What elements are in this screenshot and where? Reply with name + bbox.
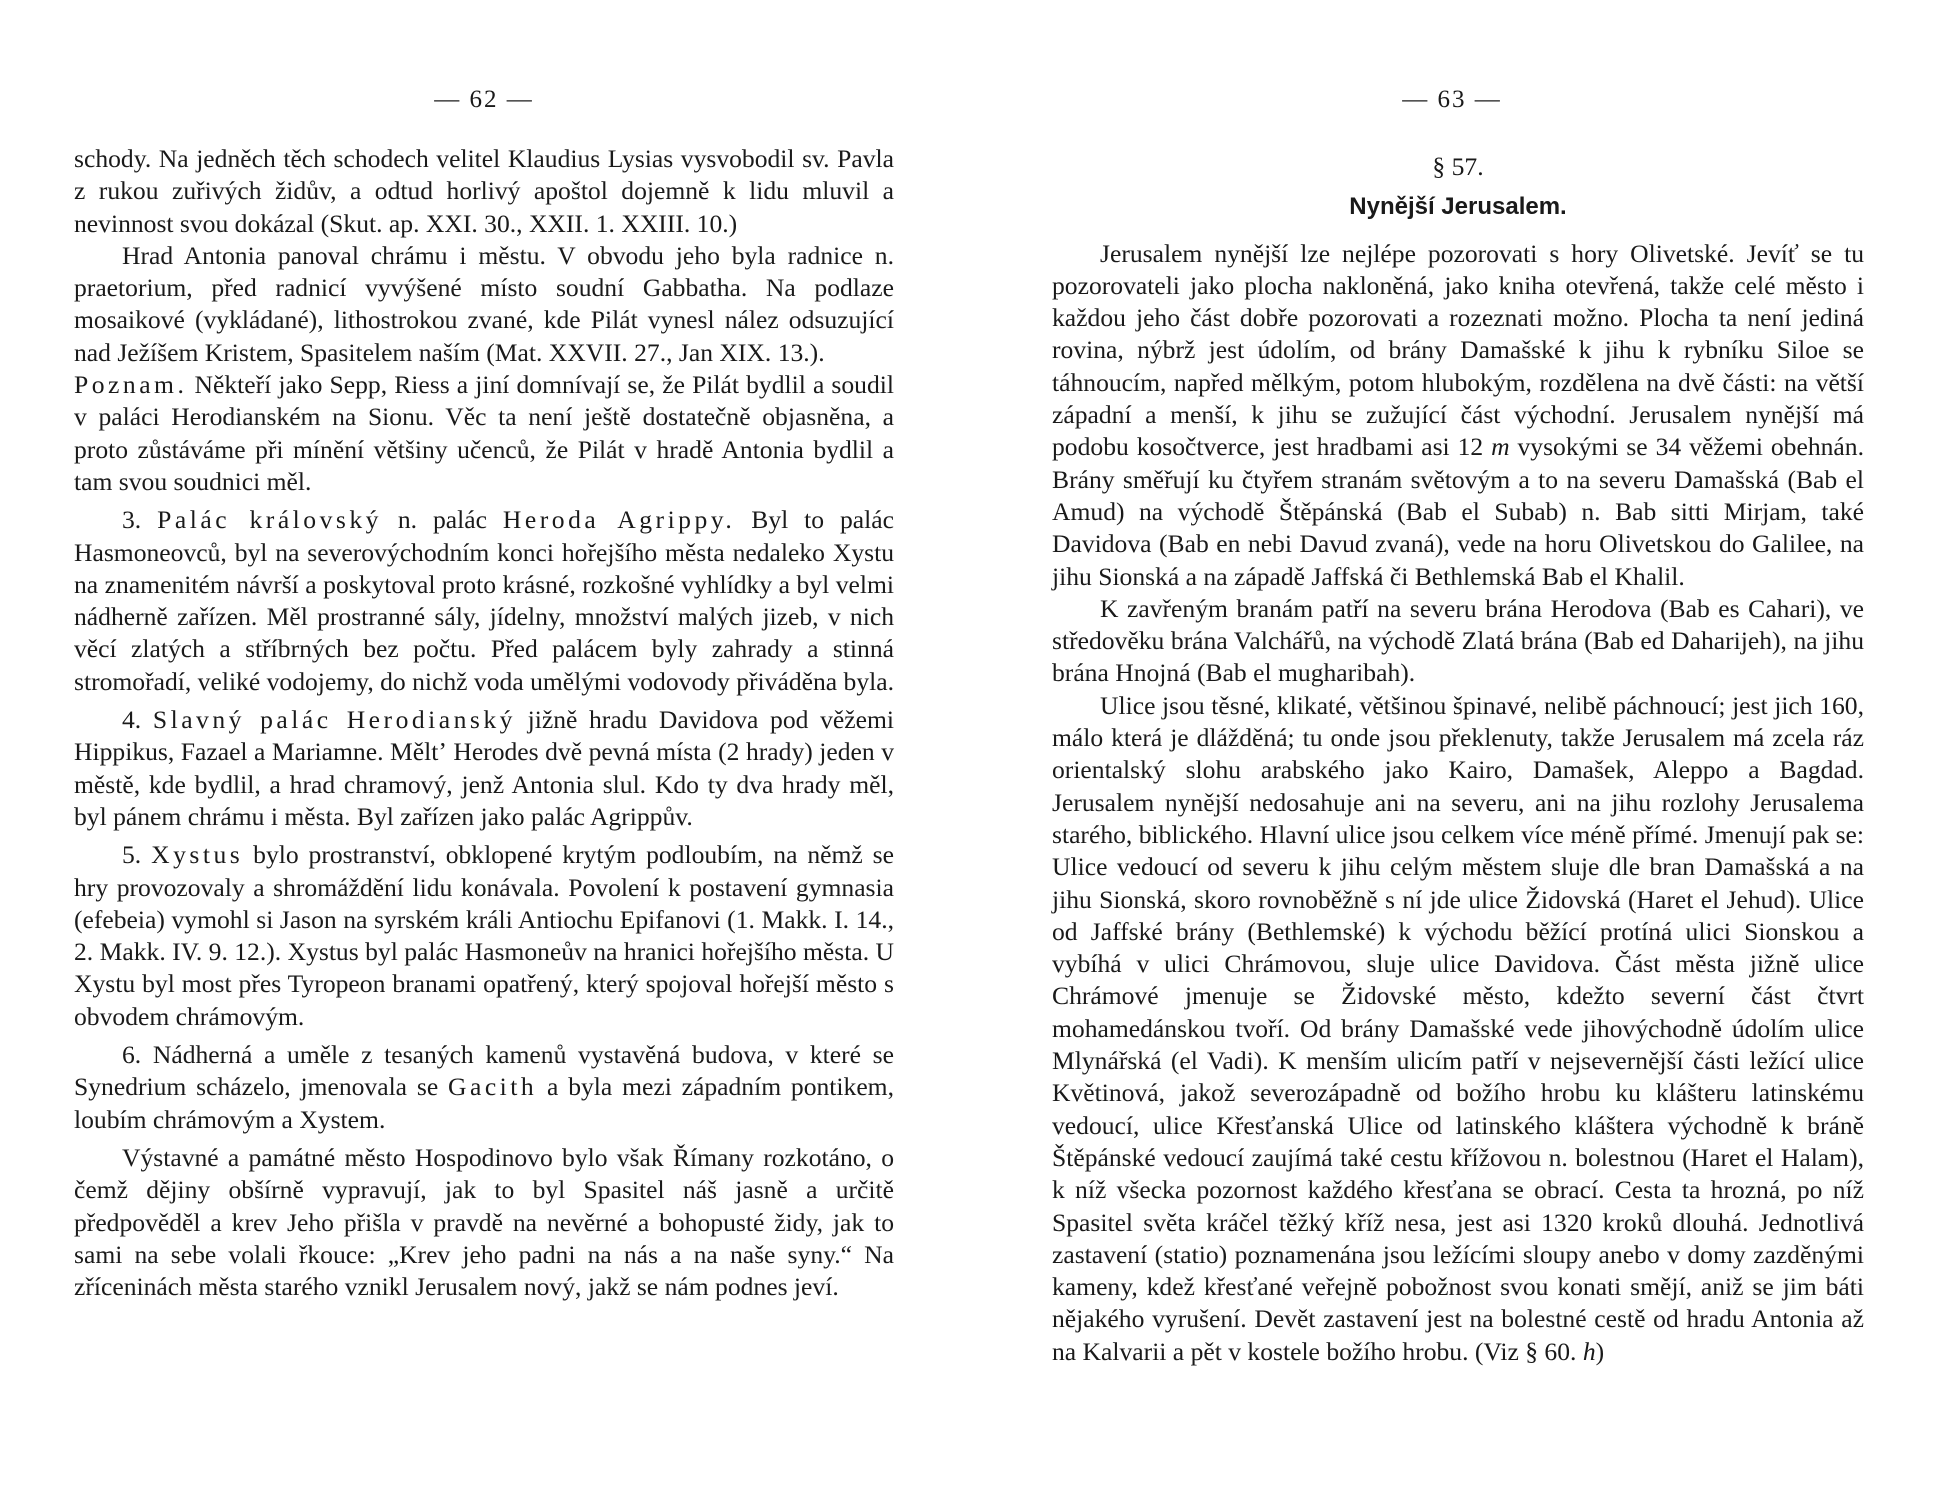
paragraph: 4. Slavný palác Herodianský jižně hradu Davidova pod věžemi Hippikus, Fazael a Mariamne. Měltʼ Herodes dvě pevná místa (2 hrady) jeden v městě, kde bydlil, a hrad chramový, jenž Antonia slul. Kdo ty dva hrady měl, byl pánem chrámu i města. Byl zařízen jako palác Agrippův. xyxy=(74,705,894,831)
paragraph: schody. Na jedněch těch schodech velitel Klaudius Lysias vysvobodil sv. Pavla z rukou zuřivých židův, a odtud horlivý apoštol dojemně k lidu mluvil a nevinnost svou dokázal (Skut. ap. XXI. 30., XXII. 1. XXIII. 10.) xyxy=(74,144,894,238)
section-number: § 57. xyxy=(1432,152,1484,181)
paragraph: Ulice jsou těsné, klikaté, většinou špinavé, nelibě páchnoucí; jest jich 160, málo která je dlážděná; tu onde jsou překlenuty, takže Jerusalem má zcela ráz orientalský slohu arabského jako Kairo, Damašek, Aleppo a Bagdad. Jerusalem nynější nedosahuje ani na severu, ani na jihu rozlohy Jerusalema starého, biblického. Hlavní ulice jsou celkem více méně přímé. Jmenují pak se: Ulice vedoucí od severu k jihu celým městem sluje dle bran Damašská a na jihu Sionská, skoro rovnoběžně s ní jde ulice Židovská (Haret el Jehud). Ulice od Jaffské brány (Bethlemské) k východu běžící protíná ulici Sionskou a vybíhá v ulici Chrámovou, sluje ulice Davidova. Část města jižně ulice Chrámové jmenuje se Židovské město, kdežto severní část čtvrt mohamedánskou tvoří. Od brány Damašské vede jihovýchodně údolím ulice Mlynářská (el Vadi). K menším ulicím patří v nejsevernější části ležící ulice Květinová, jakož severozápadně od božího hrobu ku klášteru latinskému vedoucí, ulice Křesťanská Ulice od latinského kláštera východně k bráně Štěpánské vedoucí zaujímá také cestu křížovou n. bolestnou (Haret el Halam), k níž všecka pozornost každého křesťana se obrací. Cesta ta hrozná, po níž Spasitel světa kráčel těžký kříž nesa, jest asi 1320 kroků dlouhá. Jednotlivá zastavení (statio) poznamenána jsou ležícími sloupy anebo v domy zazděnými kameny, kdež křesťané veřejně pobožnost svou konati smějí, aniž se jim báti nějakého vyrušení. Devět zastavení jest na bolestné cestě od hradu Antonia až na Kalvarii a pět v kostele božího hrobu. (Viz § 60. h) xyxy=(1052,690,1864,1366)
right-page-text xyxy=(1052,143,1864,1368)
section-title: Nynější Jerusalem. xyxy=(1349,193,1567,221)
right-page xyxy=(968,0,1936,1500)
paragraph: K zavřeným branám patří na severu brána Herodova (Bab es Cahari), ve středověku brána Valchářů, na východě Zlatá brána (Bab ed Daharijeh), na jihu brána Hnojná (Bab el mugharibah). xyxy=(1052,593,1864,688)
paragraph: Výstavné a památné město Hospodinovo bylo však Římany rozkotáno, o čemž dějiny obšírně vypravují, jak to byl Spasitel náš jasně a určitě předpověděl a krev Jeho přišla v pravdě na nevěrné a bohopusté židy, jak to sami na sebe volali řkouce: „Krev jeho padni na nás a na naše syny.“ Na zříceninách města starého vznikl Jerusalem nový, jakž se nám podnes jeví. xyxy=(74,1142,894,1302)
paragraph: 5. Xystus bylo prostranství, obklopené krytým podloubím, na němž se hry provozovaly a shromáždění lidu konávala. Povolení k postavení gymnasia (efebeia) vymohl si Jason na syrském králi Antiochu Epifanovi (1. Makk. I. 14., 2. Makk. IV. 9. 12.). Xystus byl palác Hasmoneův na hranici hořejšího města. U Xystu byl most přes Tyropeon branami opatřený, který spojoval hořejší město s obvodem chrámovým. xyxy=(74,840,895,1031)
left-page-text xyxy=(74,143,894,1303)
paragraph: Hrad Antonia panoval chrámu i městu. V obvodu jeho byla radnice n. praetorium, před radnicí vyvýšené místo soudní Gabbatha. Na podlaze mosaikové (vykládané), lithostrokou zvané, kde Pilát vynesl nález odsuzující nad Ježíšem Kristem, Spasitelem naším (Mat. XXVII. 27., Jan XIX. 13.). xyxy=(74,240,894,367)
paragraph: 3. Palác královský n. palác Heroda Agrippy. Byl to palác Hasmoneovců, byl na severovýchodním konci hořejšího města nedaleko Xystu na znamenitém návrší a poskytoval proto krásné, rozkošné vyhlídky a byl velmi nádherně zařízen. Měl prostranné sály, jídelny, množství malých jizeb, v nich věcí zlatých a stříbrných bez počtu. Před palácem byly zahrady a stinná stromořadí, veliké vodojemy, do nichž voda umělými vodovody přiváděna byla. xyxy=(74,505,894,696)
paragraph: Jerusalem nynější lze nejlépe pozorovati s hory Olivetské. Jevíť se tu pozorovateli jako plocha nakloněná, jako kniha otevřená, takže celé město i každou jeho část dobře pozorovati a rozeznati možno. Plocha ta není jediná rovina, nýbrž jest údolím, od brány Damašské k jihu k rybníku Siloe se táhnoucím, napřed mělkým, potom hlubokým, rozdělena na dvě části: na větší západní a menší, k jihu se zužující část východní. Jerusalem nynější má podobu kosočtverce, jest hradbami asi 12 m vysokými se 34 věžemi obehnán. Brány směřují ku čtyřem stranám světovým a to na severu Damašská (Bab el Amud) na východě Štěpánská (Bab el Subab) n. Bab sitti Mirjam, také Davidova (Bab en nebi Davud zvaná), vede na horu Olivetskou do Galilee, na jihu Sionská a na západě Jaffská či Bethlemská Bab el Khalil. xyxy=(1052,238,1864,591)
paragraph: Poznam. Někteří jako Sepp, Riess a jiní domnívají se, že Pilát bydlil a soudil v paláci Herodianském na Sionu. Věc ta není ještě dostatečně objasněna, a proto zůstáváme při mínění většiny učenců, že Pilát v hradě Antonia bydlil a tam svou soudnici měl. xyxy=(74,370,894,496)
page-number-left: — 62 — xyxy=(434,86,534,113)
page-number-right: — 63 — xyxy=(1402,86,1502,113)
paragraph: 6. Nádherná a uměle z tesaných kamenů vystavěná budova, v které se Synedrium scházelo, jmenovala se Gacith a byla mezi západním pontikem, loubím chrámovým a Xystem. xyxy=(74,1040,894,1134)
